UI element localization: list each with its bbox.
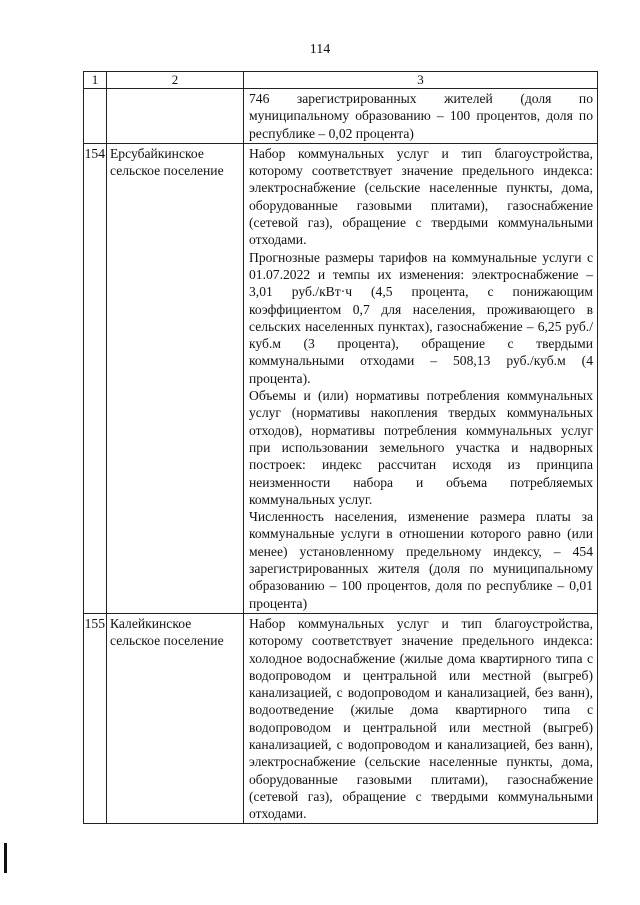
column-header-1: 1 bbox=[84, 72, 107, 89]
column-header-2: 2 bbox=[107, 72, 244, 89]
description-cell bbox=[244, 143, 598, 613]
settlement-name: Калейкинское сельское поселение bbox=[107, 613, 244, 824]
description-cell bbox=[244, 613, 598, 824]
page-number: 114 bbox=[309, 42, 331, 57]
settlement-name bbox=[107, 89, 244, 144]
column-header-3: 3 bbox=[244, 72, 598, 89]
table-row bbox=[84, 613, 598, 824]
row-number: 155 bbox=[84, 613, 107, 824]
description-paragraph: Прогнозные размеры тарифов на коммунальные услуги с 01.07.2022 и темпы их изменения: электроснабжение – 3,01 руб./кВт·ч (4,5 процента, с понижающим коэффициентом 0,7 для населения, проживающего в сельских населенных пунктах), газоснабжение – 6,25 руб./куб.м (3 процента), обращение с твердыми коммунальными отходами – 508,13 руб./куб.м (4 процента). bbox=[249, 249, 593, 386]
tariff-table bbox=[83, 71, 598, 824]
description-paragraph: 746 зарегистрированных жителей (доля по муниципальному образованию – 100 процентов, доля по республике – 0,02 процента) bbox=[249, 91, 593, 141]
description-paragraph: Численность населения, изменение размера платы за коммунальные услуги в отношении которого равно (или менее) установленному предельному индексу, – 454 зарегистрированных жителя (доля по муниципальному образованию – 100 процентов, доля по республике – 0,01 процента) bbox=[249, 509, 593, 611]
description-paragraph: Объемы и (или) нормативы потребления коммунальных услуг (нормативы накопления твердых коммунальных отходов), нормативы потребления коммунальных услуг при использовании земельного участка и надворных построек: индекс рассчитан исходя из принципа неизменности набора и объема потребляемых коммунальных услуг. bbox=[249, 388, 593, 507]
table-row bbox=[84, 89, 598, 144]
table-header-row bbox=[84, 72, 598, 89]
scan-edge-mark bbox=[4, 843, 7, 873]
description-paragraph: Набор коммунальных услуг и тип благоустройства, которому соответствует значение предельного индекса: холодное водоснабжение (жилые дома квартирного типа с водопроводом и центральной или местной (выгреб) канализацией, с водопроводом и канализацией, без ванн), водоотведение (жилые дома квартирного типа с водопроводом и центральной или местной (выгреб) канализацией, с водопроводом и канализацией, без ванн), электроснабжение (сельские населенные пункты, дома, оборудованные газовыми плитами), газоснабжение (сетевой газ), обращение с твердыми коммунальными отходами. bbox=[249, 615, 593, 822]
row-number bbox=[84, 89, 107, 144]
description-paragraph: Набор коммунальных услуг и тип благоустройства, которому соответствует значение предельного индекса: электроснабжение (сельские населенные пункты, дома, оборудованные газовыми плитами), газоснабжение (сетевой газ), обращение с твердыми коммунальными отходами. bbox=[249, 145, 593, 248]
row-number: 154 bbox=[84, 143, 107, 613]
settlement-name: Ерсубайкинское сельское поселение bbox=[107, 143, 244, 613]
table-row bbox=[84, 143, 598, 613]
description-cell bbox=[244, 89, 598, 144]
